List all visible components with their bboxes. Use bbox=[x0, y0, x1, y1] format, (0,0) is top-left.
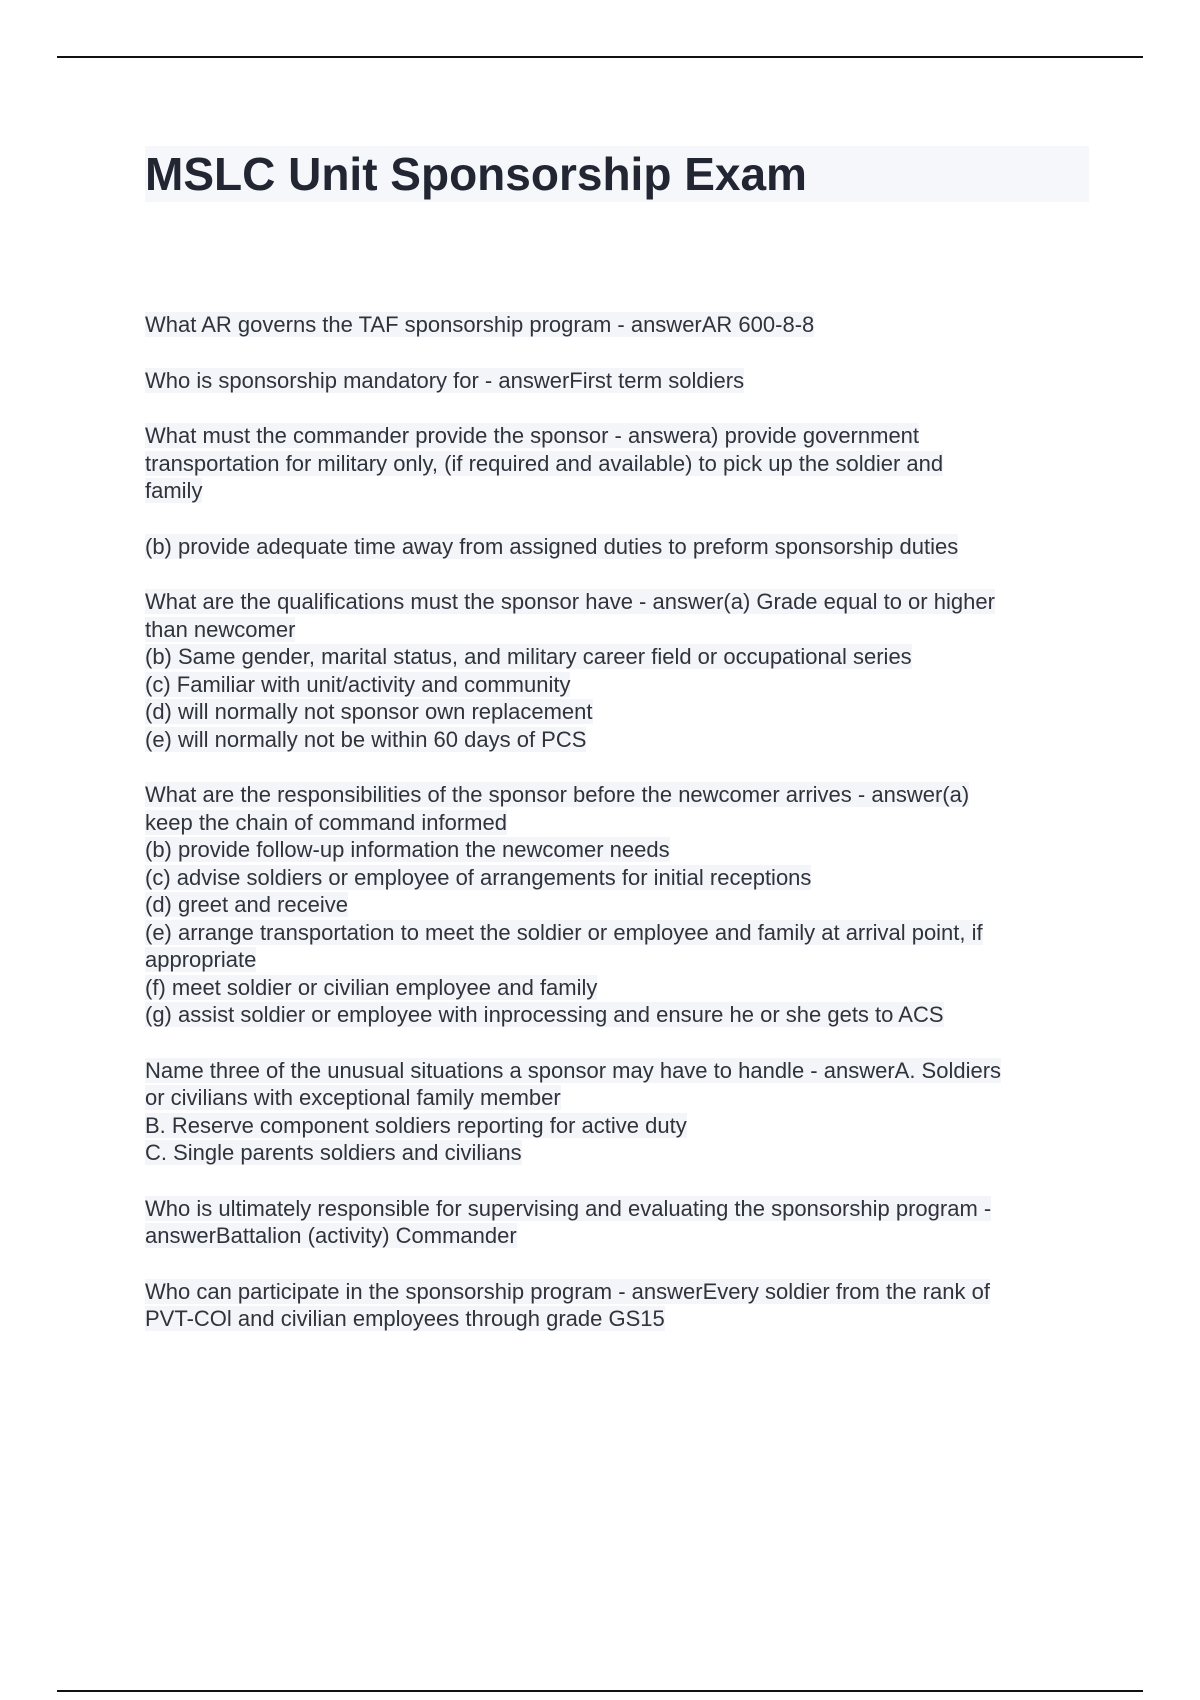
qa-line: (c) Familiar with unit/activity and community bbox=[145, 671, 571, 697]
qa-line: appropriate bbox=[145, 947, 257, 972]
qa-entry bbox=[145, 367, 1095, 395]
qa-line: (e) arrange transportation to meet the soldier or employee and family at arrival point, if bbox=[145, 919, 983, 945]
qa-line: or civilians with exceptional family member bbox=[145, 1085, 561, 1110]
qa-line: What are the qualifications must the sponsor have - answer(a) Grade equal to or higher bbox=[145, 589, 995, 614]
qa-entry bbox=[145, 1057, 1095, 1167]
qa-line: Who is sponsorship mandatory for - answerFirst term soldiers bbox=[145, 367, 745, 393]
footer-rule bbox=[57, 1690, 1143, 1692]
qa-line: (b) provide adequate time away from assigned duties to preform sponsorship duties bbox=[145, 533, 959, 559]
qa-line: (d) greet and receive bbox=[145, 892, 348, 917]
qa-line: (c) advise soldiers or employee of arrangements for initial receptions bbox=[145, 864, 812, 890]
qa-line: keep the chain of command informed bbox=[145, 809, 507, 835]
qa-line: family bbox=[145, 478, 203, 503]
qa-entry bbox=[145, 422, 1095, 505]
qa-line: (e) will normally not be within 60 days of PCS bbox=[145, 726, 587, 752]
qa-line: (g) assist soldier or employee with inprocessing and ensure he or she gets to ACS bbox=[145, 1002, 944, 1027]
qa-line: Who can participate in the sponsorship program - answerEvery soldier from the rank of bbox=[145, 1278, 990, 1304]
qa-line: than newcomer bbox=[145, 616, 296, 642]
qa-line: Name three of the unusual situations a sponsor may have to handle - answerA. Soldiers bbox=[145, 1057, 1002, 1083]
qa-line: (d) will normally not sponsor own replacement bbox=[145, 699, 593, 724]
qa-line: What are the responsibilities of the sponsor before the newcomer arrives - answer(a) bbox=[145, 782, 970, 807]
header-rule bbox=[57, 56, 1143, 58]
qa-line: What AR governs the TAF sponsorship program - answerAR 600-8-8 bbox=[145, 312, 815, 337]
title-block bbox=[145, 146, 1089, 202]
qa-line: What must the commander provide the sponsor - answera) provide government bbox=[145, 423, 920, 448]
qa-entry bbox=[145, 781, 1095, 1029]
qa-list bbox=[145, 311, 1095, 1361]
qa-line: answerBattalion (activity) Commander bbox=[145, 1223, 517, 1248]
qa-entry bbox=[145, 533, 1095, 561]
qa-line: B. Reserve component soldiers reporting for active duty bbox=[145, 1112, 687, 1138]
qa-entry bbox=[145, 1195, 1095, 1250]
qa-line: (b) provide follow-up information the newcomer needs bbox=[145, 837, 670, 862]
qa-line: C. Single parents soldiers and civilians bbox=[145, 1140, 522, 1165]
qa-entry bbox=[145, 588, 1095, 753]
page-title: MSLC Unit Sponsorship Exam bbox=[145, 148, 807, 200]
qa-line: (f) meet soldier or civilian employee and family bbox=[145, 974, 598, 1000]
qa-entry bbox=[145, 1278, 1095, 1333]
qa-line: (b) Same gender, marital status, and military career field or occupational series bbox=[145, 644, 912, 669]
qa-entry bbox=[145, 311, 1095, 339]
qa-line: transportation for military only, (if required and available) to pick up the soldier and bbox=[145, 450, 944, 476]
qa-line: PVT-COl and civilian employees through grade GS15 bbox=[145, 1306, 665, 1331]
qa-line: Who is ultimately responsible for supervising and evaluating the sponsorship program - bbox=[145, 1195, 992, 1221]
